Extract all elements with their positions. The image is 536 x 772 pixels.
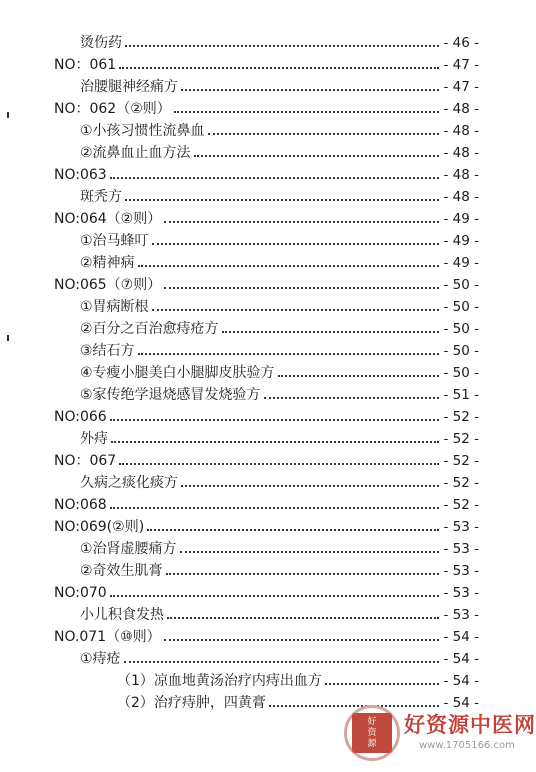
toc-entry-label: ③结石方	[80, 343, 135, 359]
toc-entry-page: - 50 -	[443, 343, 479, 359]
toc-entry-label: ②精神病	[80, 255, 135, 271]
toc-entry-label: ②流鼻血止血方法	[80, 145, 191, 161]
toc-section[interactable]	[54, 406, 479, 426]
toc-entry-label: ②百分之百治愈痔疮方	[80, 321, 219, 337]
toc-entry[interactable]	[80, 560, 479, 580]
toc-entry[interactable]	[80, 340, 479, 360]
toc-entry-label: 斑秃方	[80, 189, 122, 205]
dot-leader	[152, 309, 440, 311]
dot-leader	[110, 419, 440, 421]
toc-entry[interactable]	[80, 538, 479, 558]
toc-section[interactable]	[54, 450, 479, 470]
toc-section-label: NO:068	[54, 497, 107, 513]
toc-section-label: NO：067	[54, 453, 117, 469]
dot-leader	[138, 353, 440, 355]
toc-entry-page: - 50 -	[443, 299, 479, 315]
dot-leader	[164, 287, 439, 289]
toc-section-label: NO：061	[54, 57, 117, 73]
dot-leader	[125, 199, 439, 201]
toc-section-page: - 49 -	[443, 211, 479, 227]
toc-entry-page: - 54 -	[443, 651, 479, 667]
toc-section[interactable]	[54, 164, 479, 184]
toc-entry-page: - 48 -	[443, 123, 479, 139]
toc-entry-page: - 52 -	[443, 431, 479, 447]
dot-leader	[110, 177, 440, 179]
toc-entry-label: ①治肾虚腰痛方	[80, 541, 177, 557]
dot-leader	[124, 661, 440, 663]
toc-section[interactable]	[54, 494, 479, 514]
dot-leader	[174, 111, 440, 113]
toc-subentry-page: - 54 -	[443, 695, 479, 711]
seal-char: 好	[367, 716, 377, 727]
toc-entry-page: - 53 -	[443, 563, 479, 579]
toc-section-page: - 48 -	[443, 101, 479, 117]
toc-section-page: - 54 -	[443, 629, 479, 645]
toc-section-label: NO：062（②则）	[54, 101, 171, 117]
dot-leader	[167, 617, 439, 619]
toc-entry[interactable]	[80, 604, 479, 624]
toc-subentry-page: - 54 -	[443, 673, 479, 689]
toc-entry[interactable]	[80, 428, 479, 448]
toc-entry-page: - 46 -	[443, 35, 479, 51]
toc-entry[interactable]	[80, 384, 479, 404]
toc-subentry-label: （2）治疗痔肿，四黄膏	[117, 695, 266, 711]
toc-entry-label: ②奇效生肌膏	[80, 563, 163, 579]
toc-section-page: - 50 -	[443, 277, 479, 293]
toc-section[interactable]	[54, 626, 479, 646]
toc-section-label: NO:065（⑦则）	[54, 277, 162, 293]
toc-entry-page: - 50 -	[443, 365, 479, 381]
toc-section[interactable]	[54, 516, 479, 536]
toc-entry-label: 外痔	[80, 431, 108, 447]
toc-section-page: - 48 -	[443, 167, 479, 183]
dot-leader	[110, 595, 440, 597]
toc-entry-page: - 53 -	[443, 541, 479, 557]
toc-entry[interactable]	[80, 472, 479, 492]
dot-leader	[325, 683, 440, 685]
dot-leader	[181, 485, 439, 487]
toc-entry[interactable]	[80, 32, 479, 52]
toc-entry-label: ①痔疮	[80, 651, 121, 667]
seal-logo	[344, 705, 400, 761]
toc-entry-page: - 52 -	[443, 475, 479, 491]
watermark-url: www.1705166.com	[419, 740, 515, 751]
toc-entry-page: - 53 -	[443, 607, 479, 623]
dot-leader	[111, 441, 439, 443]
toc-entry-page: - 47 -	[443, 79, 479, 95]
dot-leader	[110, 507, 440, 509]
toc-entry-page: - 48 -	[443, 145, 479, 161]
dot-leader	[125, 45, 439, 47]
toc-entry-label: 治腰腿神经痛方	[80, 79, 178, 95]
toc-entry-label: ①治马蜂叮	[80, 233, 149, 249]
seal-char: 资	[367, 727, 377, 738]
toc-entry-label: 久病之痰化痰方	[80, 475, 178, 491]
toc-entry[interactable]	[80, 648, 479, 668]
binding-mark	[7, 335, 9, 341]
toc-entry[interactable]	[80, 252, 479, 272]
toc-section-label: NO:070	[54, 585, 107, 601]
toc-entry-label: 烫伤药	[80, 35, 122, 51]
toc-entry-label: ①胃病断根	[80, 299, 149, 315]
toc-entry-page: - 49 -	[443, 255, 479, 271]
toc-section-label: NO:063	[54, 167, 107, 183]
toc-section-label: NO:066	[54, 409, 107, 425]
toc-subentry-label: （1）凉血地黄汤治疗内痔出血方	[117, 673, 322, 689]
toc-section-label: NO:069(②则)	[54, 519, 145, 535]
toc-section[interactable]	[54, 582, 479, 602]
toc-section-label: NO:064（②则）	[54, 211, 162, 227]
toc-entry[interactable]	[80, 362, 479, 382]
toc-entry-page: - 50 -	[443, 321, 479, 337]
dot-leader	[180, 551, 440, 553]
toc-entry[interactable]	[80, 120, 479, 140]
toc-entry-label: ④专瘦小腿美白小腿脚皮肤验方	[80, 365, 275, 381]
dot-leader	[164, 639, 440, 641]
dot-leader	[208, 133, 440, 135]
toc-entry[interactable]	[80, 76, 479, 96]
toc-section[interactable]	[54, 208, 479, 228]
toc-section-page: - 52 -	[443, 497, 479, 513]
dot-leader	[119, 463, 439, 465]
toc-entry-page: - 51 -	[443, 387, 479, 403]
toc-entry[interactable]	[80, 230, 479, 250]
toc-section-page: - 52 -	[443, 453, 479, 469]
toc-section-label: NO.071（⑩则）	[54, 629, 161, 645]
toc-entry[interactable]	[80, 296, 479, 316]
toc-section[interactable]	[54, 274, 479, 294]
toc-entry-label: ⑤家传绝学退烧感冒发烧验方	[80, 387, 261, 403]
seal-char: 源	[367, 738, 377, 749]
dot-leader	[147, 529, 439, 531]
dot-leader	[152, 243, 440, 245]
dot-leader	[166, 573, 440, 575]
seal-logo-text	[352, 713, 392, 753]
toc-section[interactable]	[54, 98, 479, 118]
watermark-brand: 好资源中医网	[404, 713, 536, 737]
toc-entry-label: ①小孩习惯性流鼻血	[80, 123, 205, 139]
toc-entry[interactable]	[80, 142, 479, 162]
toc-section-page: - 47 -	[443, 57, 479, 73]
binding-mark	[7, 112, 9, 118]
toc-section-page: - 53 -	[443, 585, 479, 601]
dot-leader	[119, 67, 439, 69]
toc-subentry[interactable]	[117, 670, 479, 690]
dot-leader	[164, 221, 439, 223]
toc-entry[interactable]	[80, 318, 479, 338]
dot-leader	[264, 397, 440, 399]
toc-section-page: - 53 -	[443, 519, 479, 535]
dot-leader	[181, 89, 439, 91]
toc-entry[interactable]	[80, 186, 479, 206]
toc-entry-page: - 48 -	[443, 189, 479, 205]
toc-entry-page: - 49 -	[443, 233, 479, 249]
dot-leader	[138, 265, 440, 267]
watermark	[0, 695, 536, 772]
dot-leader	[278, 375, 440, 377]
toc-entry-label: 小儿积食发热	[80, 607, 164, 623]
toc-section[interactable]	[54, 54, 479, 74]
dot-leader	[194, 155, 440, 157]
dot-leader	[222, 331, 440, 333]
toc-section-page: - 52 -	[443, 409, 479, 425]
